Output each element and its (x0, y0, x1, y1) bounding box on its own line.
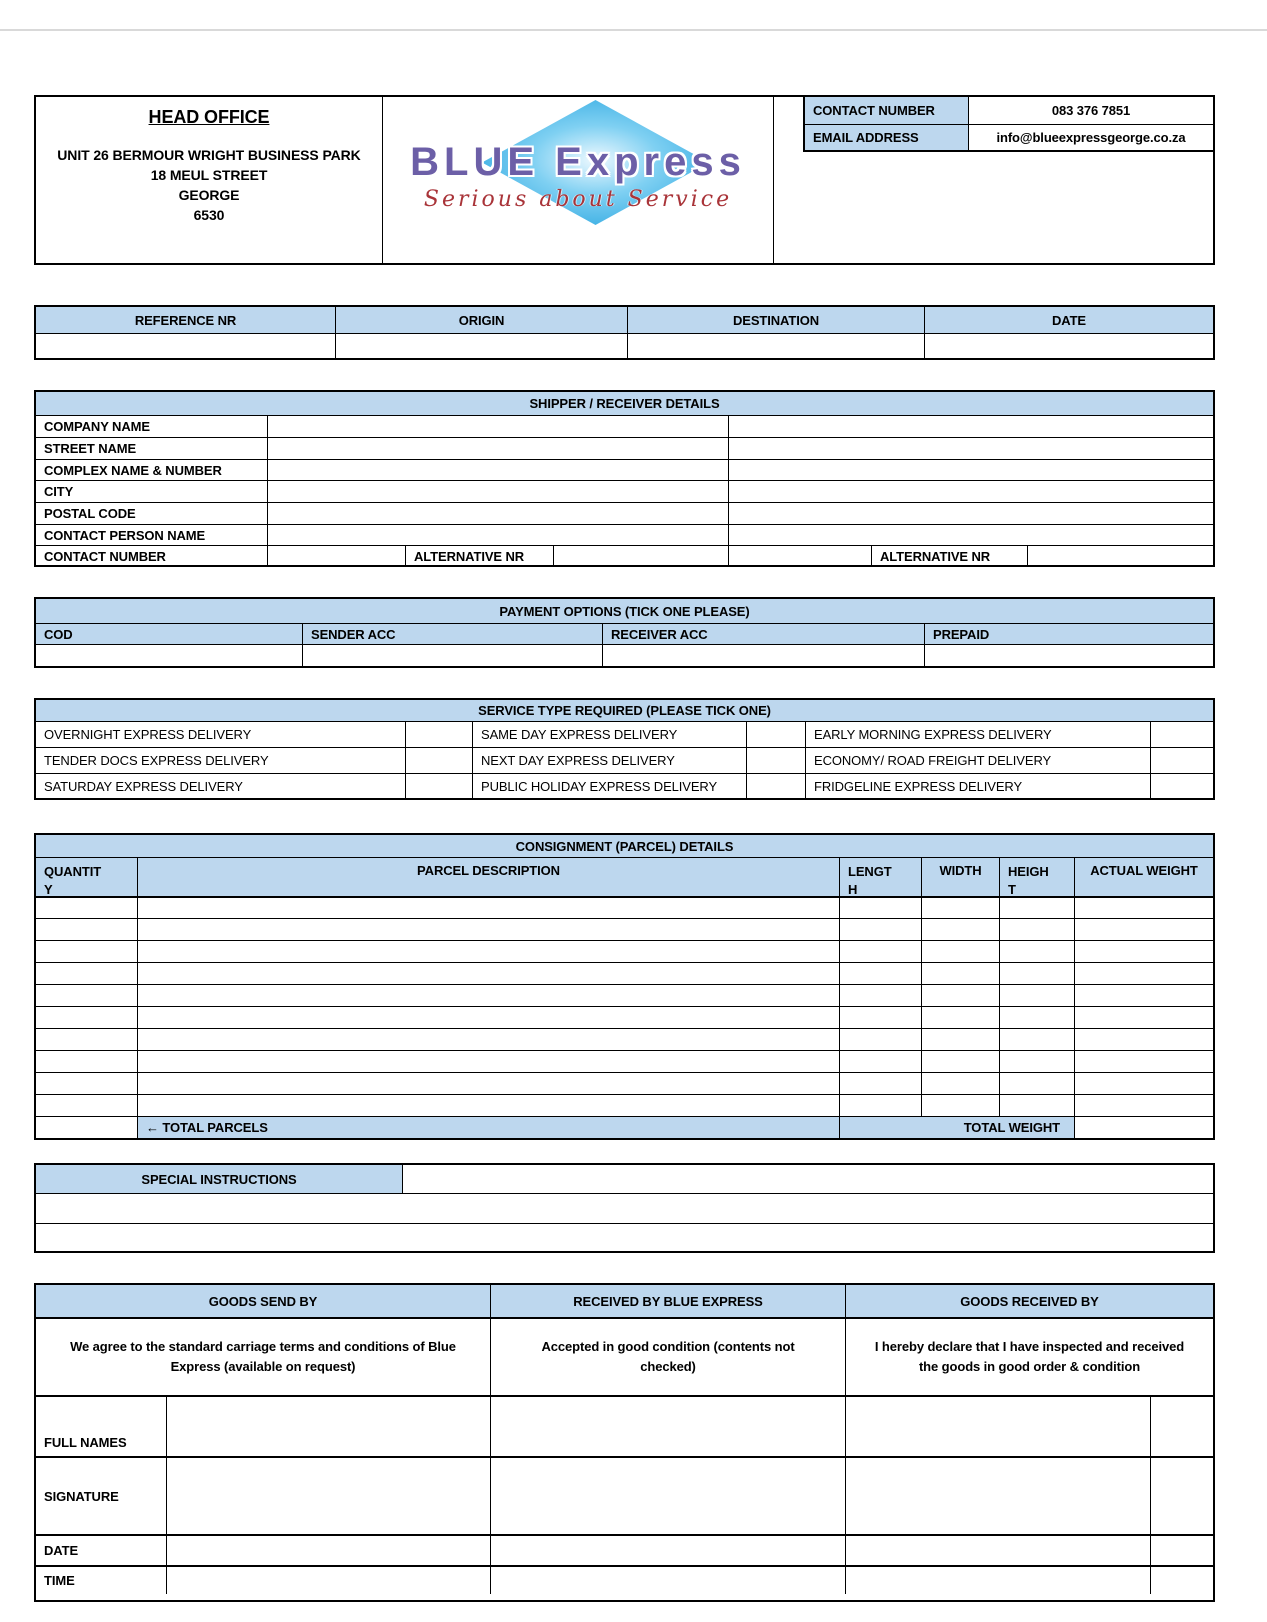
length-cell[interactable] (839, 941, 921, 962)
parcel-row (36, 896, 1213, 918)
quantity-cell[interactable] (36, 941, 137, 962)
reference-nr-input-cell[interactable] (36, 334, 335, 358)
consignment-table (34, 833, 1215, 1140)
payment-options-table (34, 597, 1215, 668)
quantity-cell[interactable] (36, 1073, 137, 1094)
special-instructions-table (34, 1163, 1215, 1253)
goods-received-by-header: GOODS RECEIVED BY (845, 1285, 1213, 1317)
parcel-row (36, 1094, 1213, 1116)
width-cell[interactable] (921, 963, 999, 984)
height-cell[interactable] (999, 1029, 1074, 1050)
postal-code-receiver-cell[interactable] (728, 503, 1213, 524)
total-weight-label: TOTAL WEIGHT (839, 1117, 1074, 1138)
description-cell[interactable] (137, 941, 839, 962)
cod-option-label: COD (36, 624, 302, 644)
description-cell[interactable] (137, 985, 839, 1006)
quantity-cell[interactable] (36, 1051, 137, 1072)
description-cell[interactable] (137, 1051, 839, 1072)
height-cell[interactable] (999, 919, 1074, 940)
contact-number-receiver-cell[interactable] (728, 546, 871, 567)
economy-road-freight-label: ECONOMY/ ROAD FREIGHT DELIVERY (805, 748, 1150, 773)
service-type-title: SERVICE TYPE REQUIRED (PLEASE TICK ONE) (36, 700, 1213, 721)
email-label: EMAIL ADDRESS (805, 125, 968, 150)
early-morning-express-tick-cell[interactable] (1150, 722, 1213, 747)
logo-cell (383, 97, 774, 263)
head-office-cell (36, 97, 383, 263)
reference-table (34, 305, 1215, 360)
parcel-row (36, 1028, 1213, 1050)
length-cell[interactable] (839, 898, 921, 918)
width-cell[interactable] (921, 1051, 999, 1072)
alternative-nr-label-shipper: ALTERNATIVE NR (405, 546, 553, 567)
complex-name-label: COMPLEX NAME & NUMBER (44, 462, 222, 478)
shipper-receiver-title: SHIPPER / RECEIVER DETAILS (36, 392, 1213, 415)
shipper-receiver-table (34, 390, 1215, 567)
width-cell[interactable] (921, 1073, 999, 1094)
height-cell[interactable] (999, 1073, 1074, 1094)
street-name-label: STREET NAME (44, 441, 137, 456)
total-weight-value-cell[interactable] (1074, 1117, 1213, 1138)
fridgeline-express-label: FRIDGELINE EXPRESS DELIVERY (805, 774, 1150, 798)
height-cell[interactable] (999, 985, 1074, 1006)
signature-sender-cell[interactable] (166, 1458, 490, 1534)
city-label: CITY (44, 484, 74, 499)
height-cell[interactable] (999, 941, 1074, 962)
width-cell[interactable] (921, 919, 999, 940)
same-day-express-label: SAME DAY EXPRESS DELIVERY (472, 722, 746, 747)
carrier-acceptance-statement: Accepted in good condition (contents not checked) (490, 1319, 845, 1395)
fridgeline-express-tick-cell[interactable] (1150, 774, 1213, 798)
public-holiday-express-tick-cell[interactable] (746, 774, 805, 798)
total-parcels-value-cell[interactable] (36, 1117, 137, 1138)
contact-person-receiver-cell[interactable] (728, 525, 1213, 545)
length-cell[interactable] (839, 1073, 921, 1094)
time-label: TIME (44, 1573, 75, 1588)
overnight-express-tick-cell[interactable] (405, 722, 472, 747)
parcel-row (36, 940, 1213, 962)
description-cell[interactable] (137, 1029, 839, 1050)
width-cell[interactable] (921, 1007, 999, 1028)
full-names-receiver-cell[interactable] (845, 1397, 1150, 1456)
tender-docs-express-tick-cell[interactable] (405, 748, 472, 773)
header-box (34, 95, 1215, 265)
quantity-column-header: QUANTITY (36, 858, 137, 896)
parcel-row (36, 918, 1213, 940)
weight-cell[interactable] (1074, 1051, 1213, 1072)
signature-receiver-cell[interactable] (845, 1458, 1150, 1534)
length-cell[interactable] (839, 1029, 921, 1050)
description-cell[interactable] (137, 898, 839, 918)
alternative-nr-receiver-cell[interactable] (1027, 546, 1213, 567)
full-names-sender-cell[interactable] (166, 1397, 490, 1456)
contact-number-row-label: CONTACT NUMBER (44, 549, 166, 564)
width-cell[interactable] (921, 985, 999, 1006)
description-cell[interactable] (137, 1007, 839, 1028)
width-column-header: WIDTH (921, 858, 999, 896)
city-shipper-cell[interactable] (267, 481, 728, 502)
date-label: DATE (44, 1543, 79, 1558)
description-cell[interactable] (137, 1095, 839, 1116)
length-cell[interactable] (839, 1051, 921, 1072)
street-name-shipper-cell[interactable] (267, 438, 728, 459)
sender-acc-option-label: SENDER ACC (302, 624, 602, 644)
goods-send-by-header: GOODS SEND BY (36, 1285, 490, 1317)
height-column-header: HEIGHT (999, 858, 1074, 896)
contact-number-label: CONTACT NUMBER (805, 97, 968, 124)
parcel-row (36, 984, 1213, 1006)
date-extra-cell[interactable] (1150, 1536, 1213, 1565)
receiver-acc-option-label: RECEIVER ACC (602, 624, 924, 644)
weight-cell[interactable] (1074, 941, 1213, 962)
contact-number-shipper-cell[interactable] (267, 546, 405, 567)
full-names-extra-cell[interactable] (1150, 1397, 1213, 1456)
prepaid-tick-cell[interactable] (924, 645, 1213, 666)
address-line-1: UNIT 26 BERMOUR WRIGHT BUSINESS PARK (57, 147, 361, 163)
time-receiver-cell[interactable] (845, 1567, 1150, 1594)
width-cell[interactable] (921, 1029, 999, 1050)
cod-tick-cell[interactable] (36, 645, 302, 666)
height-cell[interactable] (999, 963, 1074, 984)
height-cell[interactable] (999, 898, 1074, 918)
overnight-express-label: OVERNIGHT EXPRESS DELIVERY (44, 727, 252, 742)
description-cell[interactable] (137, 919, 839, 940)
payment-options-title: PAYMENT OPTIONS (TICK ONE PLEASE) (36, 599, 1213, 623)
contact-number-value: 083 376 7851 (968, 97, 1213, 124)
signature-label: SIGNATURE (44, 1488, 119, 1504)
length-cell[interactable] (839, 963, 921, 984)
quantity-cell[interactable] (36, 1007, 137, 1028)
weight-cell[interactable] (1074, 963, 1213, 984)
actual-weight-column-header: ACTUAL WEIGHT (1074, 858, 1213, 896)
company-name-receiver-cell[interactable] (728, 416, 1213, 437)
weight-cell[interactable] (1074, 919, 1213, 940)
weight-cell[interactable] (1074, 1073, 1213, 1094)
description-cell[interactable] (137, 1073, 839, 1094)
city-receiver-cell[interactable] (728, 481, 1213, 502)
special-instructions-line-1[interactable] (36, 1194, 1213, 1223)
brand-wordmark: BLUE Express (410, 140, 746, 184)
date-input-cell[interactable] (924, 334, 1213, 358)
time-extra-cell[interactable] (1150, 1567, 1213, 1594)
height-cell[interactable] (999, 1095, 1074, 1116)
complex-name-shipper-cell[interactable] (267, 460, 728, 480)
parcel-row (36, 1050, 1213, 1072)
brand-tagline: Serious about Service (423, 187, 733, 212)
page-top-edge-line (0, 29, 1267, 31)
public-holiday-express-label: PUBLIC HOLIDAY EXPRESS DELIVERY (472, 774, 746, 798)
consignment-title: CONSIGNMENT (PARCEL) DETAILS (36, 835, 1213, 857)
length-column-header: LENGTH (839, 858, 921, 896)
tender-docs-express-label: TENDER DOCS EXPRESS DELIVERY (44, 753, 269, 768)
receiver-declaration-statement: I hereby declare that I have inspected and received the goods in good order & condition (845, 1319, 1213, 1395)
economy-road-freight-tick-cell[interactable] (1150, 748, 1213, 773)
destination-input-cell[interactable] (627, 334, 924, 358)
saturday-express-label: SATURDAY EXPRESS DELIVERY (44, 778, 243, 794)
date-header: DATE (924, 307, 1213, 333)
email-value: info@blueexpressgeorge.co.za (968, 125, 1213, 150)
next-day-express-label: NEXT DAY EXPRESS DELIVERY (472, 748, 746, 773)
contact-table (803, 97, 1213, 152)
prepaid-option-label: PREPAID (924, 624, 1213, 644)
weight-cell[interactable] (1074, 985, 1213, 1006)
weight-cell[interactable] (1074, 1095, 1213, 1116)
quantity-cell[interactable] (36, 1095, 137, 1116)
length-cell[interactable] (839, 1007, 921, 1028)
width-cell[interactable] (921, 941, 999, 962)
sender-terms-statement: We agree to the standard carriage terms and conditions of Blue Express (available on request) (70, 1339, 456, 1374)
date-carrier-cell[interactable] (490, 1536, 845, 1565)
description-cell[interactable] (137, 963, 839, 984)
signature-extra-cell[interactable] (1150, 1458, 1213, 1534)
postal-code-shipper-cell[interactable] (267, 503, 728, 524)
width-cell[interactable] (921, 898, 999, 918)
time-carrier-cell[interactable] (490, 1567, 845, 1594)
parcel-row (36, 962, 1213, 984)
quantity-cell[interactable] (36, 963, 137, 984)
weight-cell[interactable] (1074, 1029, 1213, 1050)
total-parcels-label: ← TOTAL PARCELS (137, 1117, 839, 1138)
goods-signoff-table (34, 1283, 1215, 1602)
saturday-express-tick-cell[interactable] (405, 774, 472, 798)
parcel-row (36, 1072, 1213, 1094)
special-instructions-input-cell[interactable] (403, 1165, 1213, 1193)
service-type-table (34, 698, 1215, 800)
quantity-cell[interactable] (36, 898, 137, 918)
height-cell[interactable] (999, 1007, 1074, 1028)
parcel-row (36, 1006, 1213, 1028)
parcel-description-column-header: PARCEL DESCRIPTION (137, 858, 839, 896)
company-name-shipper-cell[interactable] (267, 416, 728, 437)
width-cell[interactable] (921, 1095, 999, 1116)
contact-person-shipper-cell[interactable] (267, 525, 728, 545)
sender-acc-tick-cell[interactable] (302, 645, 602, 666)
address-line-2: 18 MEUL STREET (150, 167, 268, 183)
date-sender-cell[interactable] (166, 1536, 490, 1565)
full-names-carrier-cell[interactable] (490, 1397, 845, 1456)
signature-carrier-cell[interactable] (490, 1458, 845, 1534)
destination-header: DESTINATION (627, 307, 924, 333)
head-office-title: HEAD OFFICE (148, 107, 270, 127)
weight-cell[interactable] (1074, 1007, 1213, 1028)
address-line-4: 6530 (193, 207, 225, 223)
company-name-label: COMPANY NAME (44, 419, 150, 434)
complex-name-receiver-cell[interactable] (728, 460, 1213, 480)
full-names-label: FULL NAMES (44, 1435, 127, 1450)
origin-input-cell[interactable] (335, 334, 627, 358)
reference-nr-header: REFERENCE NR (36, 307, 335, 333)
early-morning-express-label: EARLY MORNING EXPRESS DELIVERY (805, 722, 1150, 747)
date-receiver-cell[interactable] (845, 1536, 1150, 1565)
address-line-3: GEORGE (178, 187, 240, 203)
contact-person-label: CONTACT PERSON NAME (44, 527, 206, 543)
origin-header: ORIGIN (335, 307, 627, 333)
alternative-nr-label-receiver: ALTERNATIVE NR (871, 546, 1027, 567)
quantity-cell[interactable] (36, 919, 137, 940)
same-day-express-tick-cell[interactable] (746, 722, 805, 747)
special-instructions-label: SPECIAL INSTRUCTIONS (36, 1165, 403, 1193)
weight-cell[interactable] (1074, 898, 1213, 918)
length-cell[interactable] (839, 919, 921, 940)
length-cell[interactable] (839, 985, 921, 1006)
next-day-express-tick-cell[interactable] (746, 748, 805, 773)
special-instructions-line-2[interactable] (36, 1224, 1213, 1251)
alternative-nr-shipper-cell[interactable] (553, 546, 728, 567)
receiver-acc-tick-cell[interactable] (602, 645, 924, 666)
time-sender-cell[interactable] (166, 1567, 490, 1594)
street-name-receiver-cell[interactable] (728, 438, 1213, 459)
postal-code-label: POSTAL CODE (44, 506, 136, 521)
height-cell[interactable] (999, 1051, 1074, 1072)
quantity-cell[interactable] (36, 985, 137, 1006)
received-by-blue-express-header: RECEIVED BY BLUE EXPRESS (490, 1285, 845, 1317)
quantity-cell[interactable] (36, 1029, 137, 1050)
length-cell[interactable] (839, 1095, 921, 1116)
